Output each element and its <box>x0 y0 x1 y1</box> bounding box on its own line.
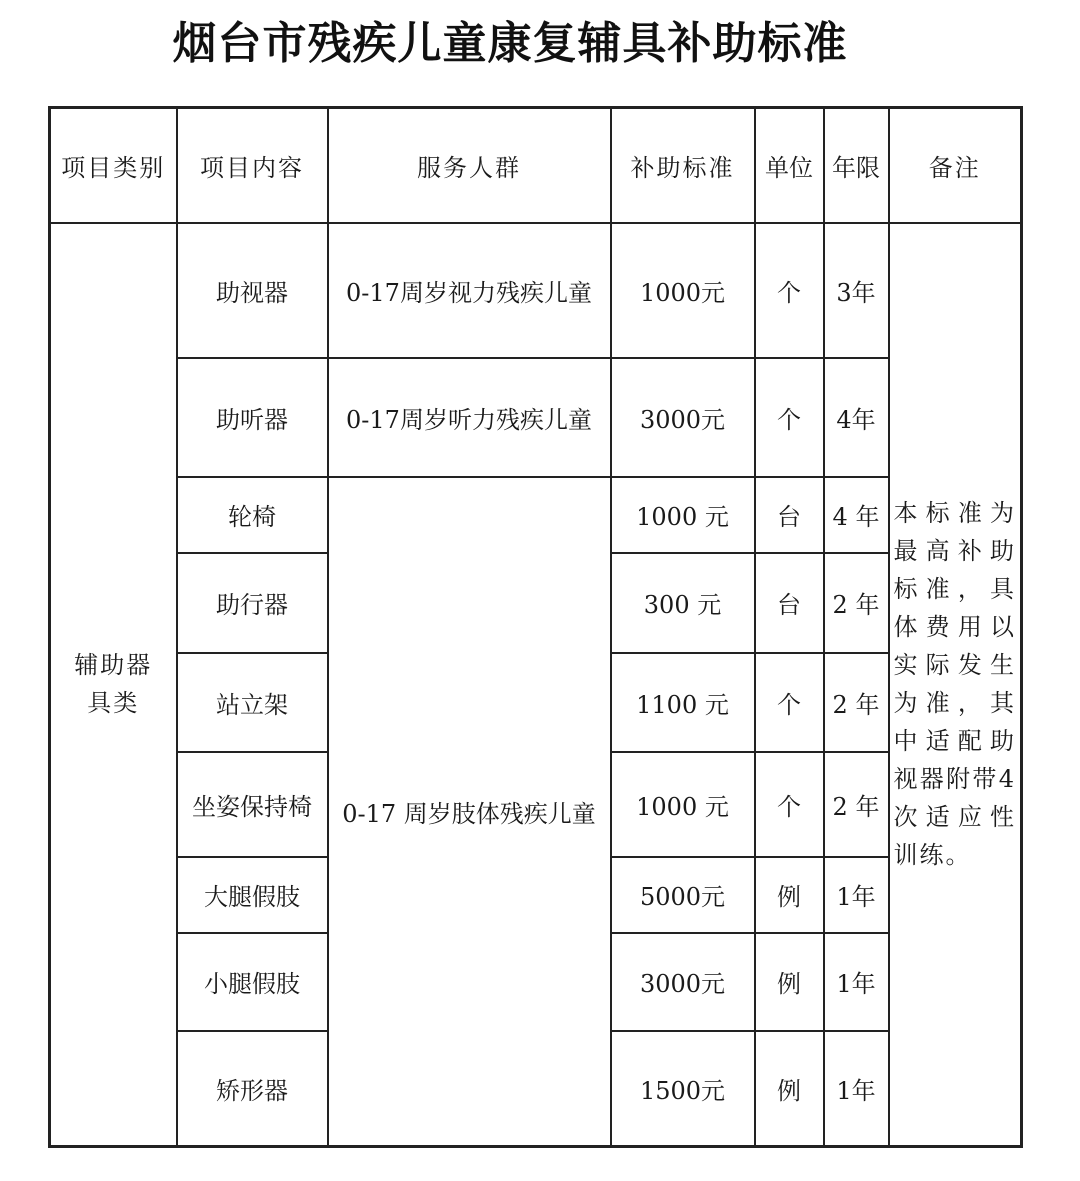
subsidy-standard-table <box>48 106 1023 1148</box>
service-group-vision: 0-17周岁视力残疾儿童 <box>328 223 611 358</box>
remarks-text: 本标准为最高补助标准，具体费用以实际发生为准，其中适配助视器附带4次适应性训练。 <box>893 499 1016 870</box>
item-amount: 3000元 <box>611 358 755 477</box>
item-name: 站立架 <box>177 653 328 752</box>
item-years: 2 年 <box>824 553 889 653</box>
item-amount: 1000 元 <box>611 752 755 857</box>
table-header-row <box>50 108 1022 223</box>
item-unit: 个 <box>755 223 824 358</box>
item-years: 3年 <box>824 223 889 358</box>
category-cell <box>50 223 177 1147</box>
header-remarks: 备注 <box>889 108 1022 223</box>
header-category: 项目类别 <box>50 108 177 223</box>
item-amount: 1000 元 <box>611 477 755 553</box>
table-row <box>50 358 1022 477</box>
item-years: 2 年 <box>824 653 889 752</box>
service-group-hearing: 0-17周岁听力残疾儿童 <box>328 358 611 477</box>
item-unit: 个 <box>755 358 824 477</box>
item-amount: 300 元 <box>611 553 755 653</box>
item-unit: 个 <box>755 752 824 857</box>
item-amount: 5000元 <box>611 857 755 933</box>
item-years: 1年 <box>824 1031 889 1147</box>
item-amount: 3000元 <box>611 933 755 1031</box>
item-name: 助视器 <box>177 223 328 358</box>
item-amount: 1100 元 <box>611 653 755 752</box>
table-row <box>50 477 1022 553</box>
category-label: 辅助器具类 <box>74 651 153 718</box>
header-years: 年限 <box>824 108 889 223</box>
item-amount: 1500元 <box>611 1031 755 1147</box>
item-years: 1年 <box>824 933 889 1031</box>
item-name: 坐姿保持椅 <box>177 752 328 857</box>
item-name: 小腿假肢 <box>177 933 328 1031</box>
item-name: 矫形器 <box>177 1031 328 1147</box>
header-subsidy-amount: 补助标准 <box>611 108 755 223</box>
table-row <box>50 223 1022 358</box>
item-unit: 例 <box>755 933 824 1031</box>
item-name: 助行器 <box>177 553 328 653</box>
item-amount: 1000元 <box>611 223 755 358</box>
item-name: 大腿假肢 <box>177 857 328 933</box>
service-group-physical: 0-17 周岁肢体残疾儿童 <box>328 477 611 1147</box>
header-content: 项目内容 <box>177 108 328 223</box>
item-years: 4 年 <box>824 477 889 553</box>
page-title: 烟台市残疾儿童康复辅具补助标准 <box>172 18 848 69</box>
item-years: 4年 <box>824 358 889 477</box>
item-unit: 个 <box>755 653 824 752</box>
header-unit: 单位 <box>755 108 824 223</box>
item-years: 2 年 <box>824 752 889 857</box>
item-unit: 例 <box>755 1031 824 1147</box>
item-unit: 例 <box>755 857 824 933</box>
item-unit: 台 <box>755 553 824 653</box>
header-service-group: 服务人群 <box>328 108 611 223</box>
item-unit: 台 <box>755 477 824 553</box>
remarks-cell <box>889 223 1022 1147</box>
item-name: 助听器 <box>177 358 328 477</box>
item-years: 1年 <box>824 857 889 933</box>
item-name: 轮椅 <box>177 477 328 553</box>
